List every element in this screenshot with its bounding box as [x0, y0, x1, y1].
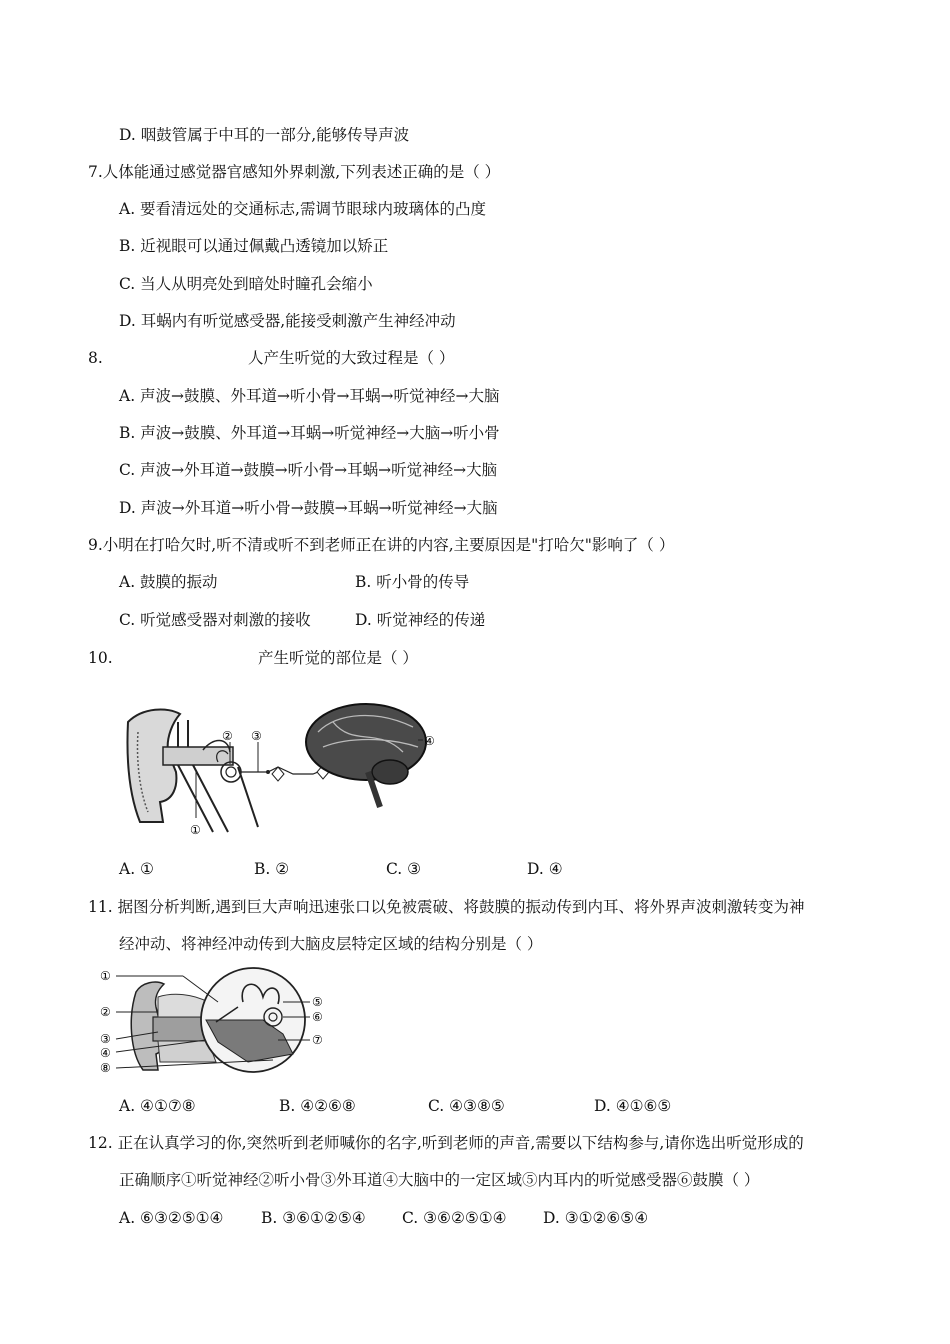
q11-option-a: A. ④①⑦⑧ [119, 1097, 196, 1115]
q7-option-c: C. 当人从明亮处到暗处时瞳孔会缩小 [119, 275, 373, 293]
q6-option-d: D. 咽鼓管属于中耳的一部分,能够传导声波 [119, 126, 410, 144]
diagram-label-4: ④ [100, 1046, 111, 1060]
q10-option-b: B. ② [254, 860, 290, 878]
diagram-label-2: ② [222, 729, 233, 743]
diagram-label-7: ⑦ [312, 1033, 323, 1047]
diagram-label-1: ① [100, 969, 111, 983]
q11-stem-line1: 11. 据图分析判断,遇到巨大声响迅速张口以免被震破、将鼓膜的振动传到内耳、将外界声波刺激转变为神 [88, 898, 805, 916]
q10-number: 10. [88, 649, 113, 667]
diagram-label-3: ③ [251, 729, 262, 743]
q12-option-d: D. ③①②⑥⑤④ [543, 1209, 649, 1227]
ear-brain-diagram [118, 692, 448, 842]
q12-option-c: C. ③⑥②⑤①④ [402, 1209, 507, 1227]
q8-option-c: C. 声波→外耳道→鼓膜→听小骨→耳蜗→听觉神经→大脑 [119, 461, 498, 479]
q8-option-a: A. 声波→鼓膜、外耳道→听小骨→耳蜗→听觉神经→大脑 [119, 387, 500, 405]
diagram-label-3: ③ [100, 1032, 111, 1046]
q7-option-b: B. 近视眼可以通过佩戴凸透镜加以矫正 [119, 237, 389, 255]
q9-option-c: C. 听觉感受器对刺激的接收 [119, 611, 311, 629]
q12-option-a: A. ⑥③②⑤①④ [119, 1209, 224, 1227]
q12-stem-line1: 12. 正在认真学习的你,突然听到老师喊你的名字,听到老师的声音,需要以下结构参与,请你选出听觉形成的 [88, 1134, 804, 1152]
ear-structure-diagram [98, 962, 333, 1082]
diagram-label-6: ⑥ [312, 1010, 323, 1024]
diagram-label-1: ① [190, 823, 201, 837]
q9-option-a: A. 鼓膜的振动 [119, 573, 218, 591]
q8-stem: 人产生听觉的大致过程是（ ） [248, 349, 455, 367]
q10-option-a: A. ① [119, 860, 154, 878]
q7-stem: 7.人体能通过感觉器官感知外界刺激,下列表述正确的是（ ） [88, 163, 501, 181]
q10-option-c: C. ③ [386, 860, 422, 878]
diagram-label-8: ⑧ [100, 1061, 111, 1075]
q11-stem-line2: 经冲动、将神经冲动传到大脑皮层特定区域的结构分别是（ ） [119, 935, 543, 953]
q7-option-a: A. 要看清远处的交通标志,需调节眼球内玻璃体的凸度 [119, 200, 486, 218]
q9-stem: 9.小明在打哈欠时,听不清或听不到老师正在讲的内容,主要原因是"打哈欠"影响了（ ） [88, 536, 675, 554]
q10-option-d: D. ④ [527, 860, 563, 878]
q8-option-b: B. 声波→鼓膜、外耳道→耳蜗→听觉神经→大脑→听小骨 [119, 424, 500, 442]
q12-stem-line2: 正确顺序①听觉神经②听小骨③外耳道④大脑中的一定区域⑤内耳内的听觉感受器⑥鼓膜（ ） [119, 1171, 760, 1189]
q11-option-d: D. ④①⑥⑤ [594, 1097, 672, 1115]
q10-stem: 产生听觉的部位是（ ） [258, 649, 418, 667]
diagram-label-5: ⑤ [312, 995, 323, 1009]
q8-number: 8. [88, 349, 103, 367]
diagram-label-2: ② [100, 1005, 111, 1019]
q11-option-c: C. ④③⑧⑤ [428, 1097, 505, 1115]
q11-option-b: B. ④②⑥⑧ [279, 1097, 356, 1115]
q7-option-d: D. 耳蜗内有听觉感受器,能接受刺激产生神经冲动 [119, 312, 456, 330]
q8-option-d: D. 声波→外耳道→听小骨→鼓膜→耳蜗→听觉神经→大脑 [119, 499, 498, 517]
q9-option-d: D. 听觉神经的传递 [355, 611, 486, 629]
q9-option-b: B. 听小骨的传导 [355, 573, 470, 591]
q12-option-b: B. ③⑥①②⑤④ [261, 1209, 366, 1227]
diagram-label-4: ④ [424, 734, 435, 748]
